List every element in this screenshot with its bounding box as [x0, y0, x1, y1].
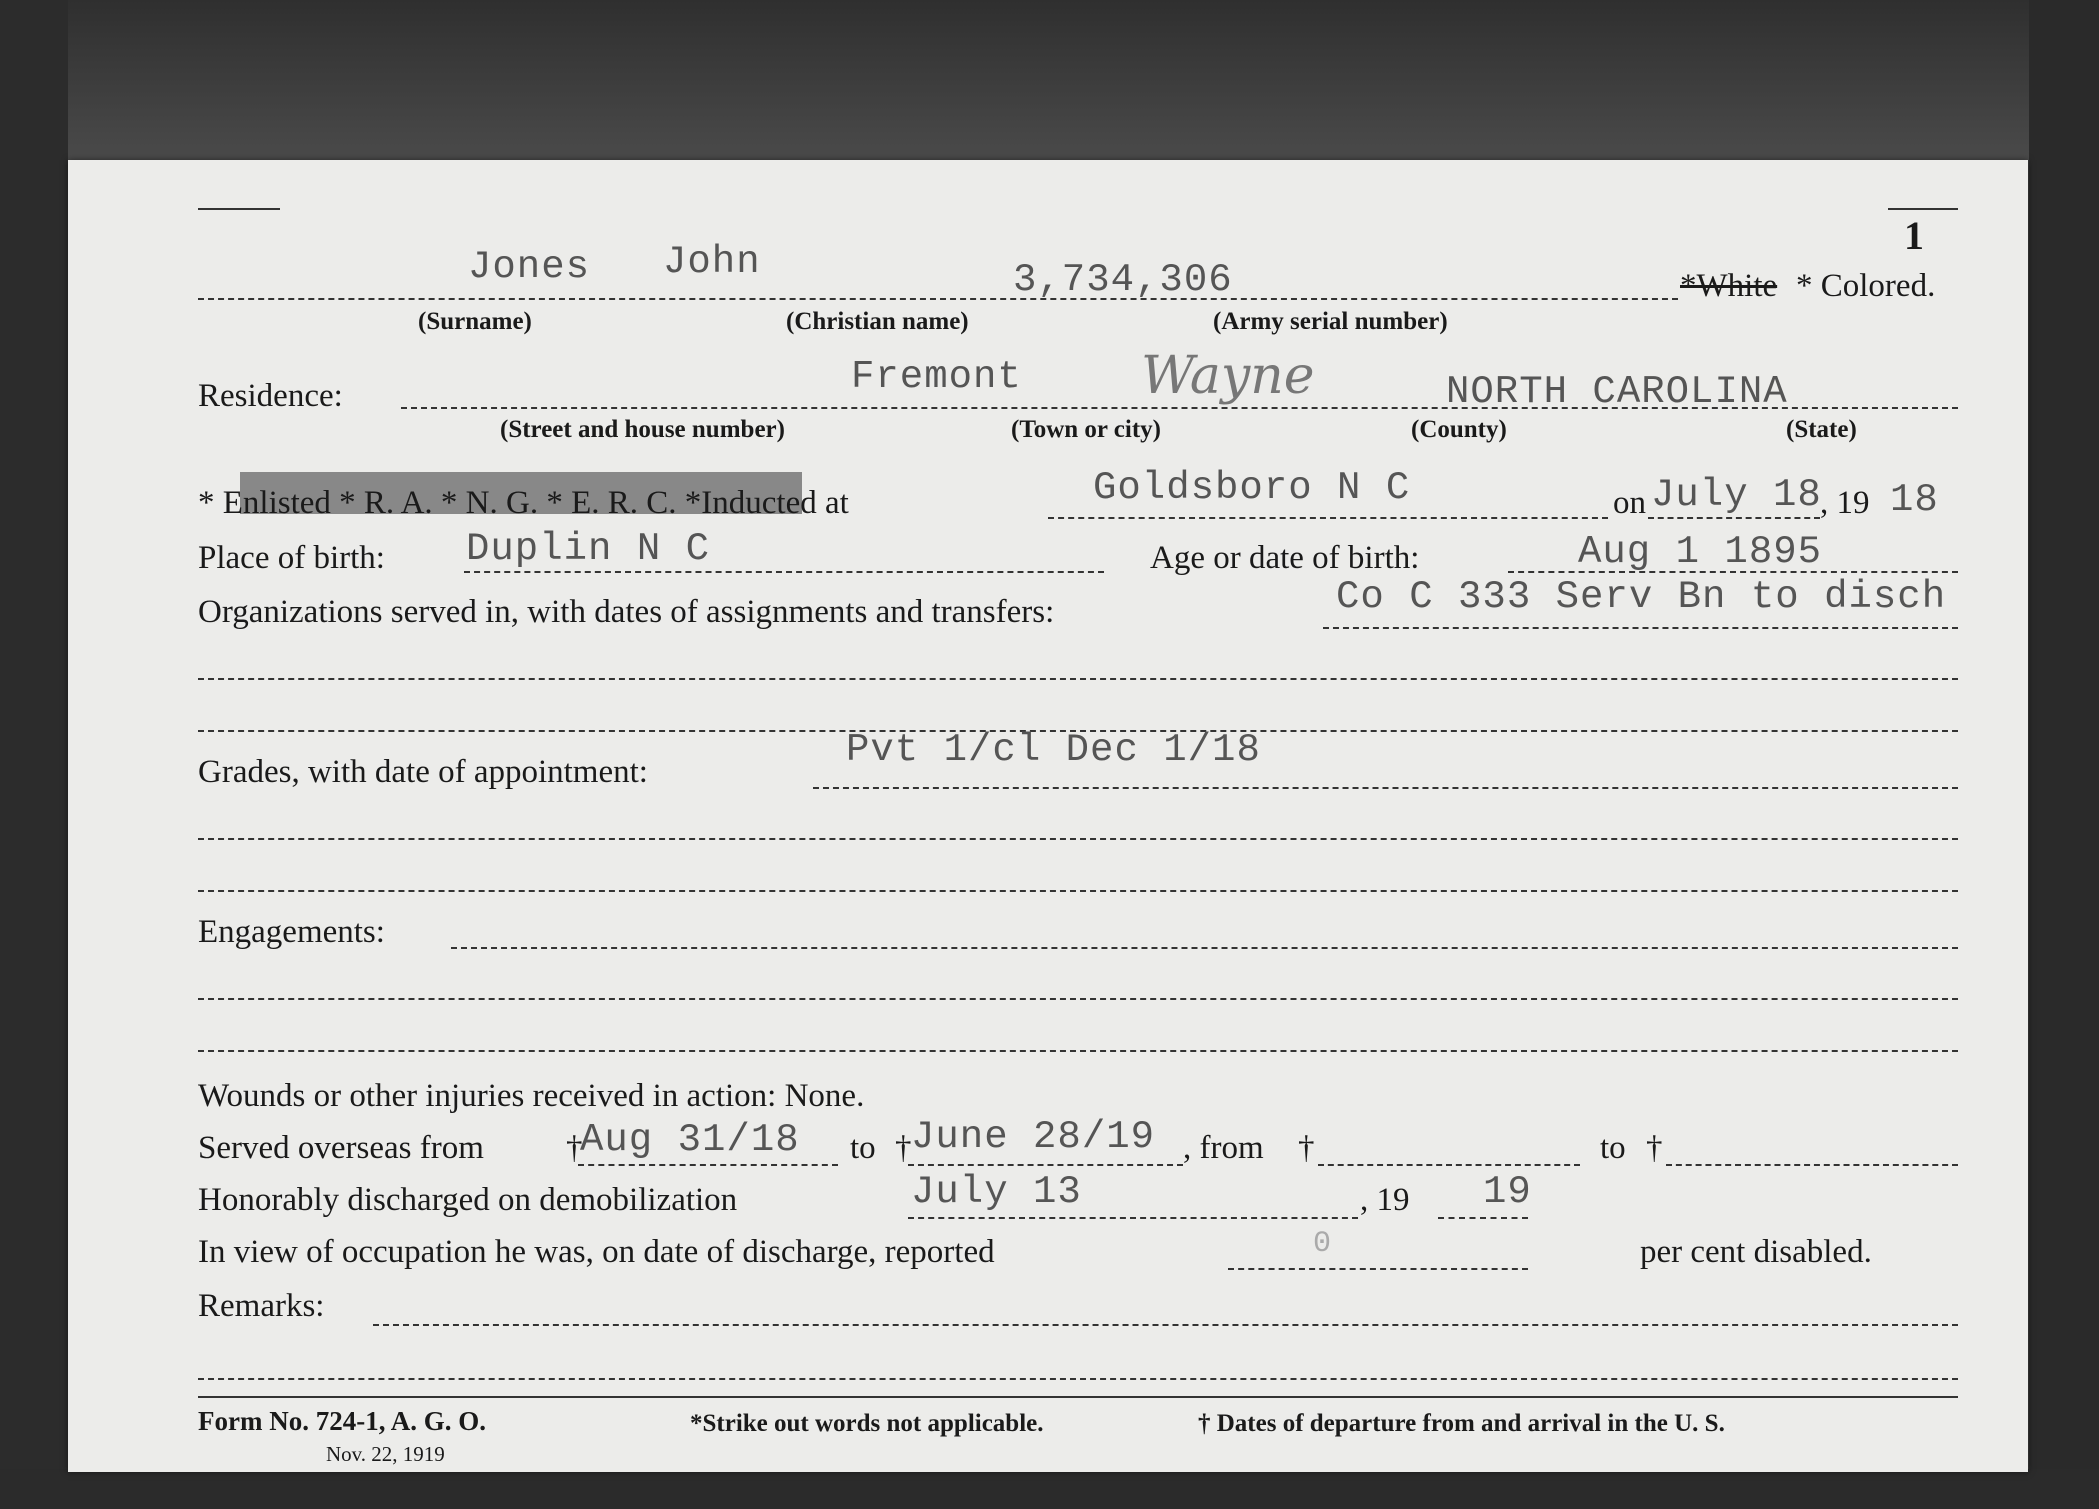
form-date: Nov. 22, 1919	[326, 1442, 445, 1466]
town-caption: (Town or city)	[1011, 416, 1161, 443]
dagger-note: † Dates of departure from and arrival in the U. S.	[1198, 1410, 1725, 1437]
residence-town: Fremont	[851, 355, 1022, 399]
state-caption: (State)	[1786, 416, 1857, 443]
engagements-rule-3	[198, 1050, 1958, 1052]
induction-place: Goldsboro N C	[1093, 466, 1411, 510]
remarks-rule-1	[373, 1324, 1958, 1326]
christian-caption: (Christian name)	[786, 308, 969, 335]
disability-value: 0	[1313, 1227, 1333, 1261]
form-number: Form No. 724-1, A. G. O.	[198, 1406, 486, 1436]
overseas-to-date: June 28/19	[911, 1115, 1156, 1159]
discharge-year-rule	[1438, 1217, 1528, 1219]
name-line-rule	[198, 298, 1678, 300]
overseas-label: Served overseas from	[198, 1130, 484, 1166]
residence-label: Residence:	[198, 378, 343, 414]
induction-on-label: on	[1613, 485, 1646, 521]
overseas-dagger-3: †	[1298, 1130, 1315, 1166]
induction-date-rule	[1648, 517, 1820, 519]
serial-caption: (Army serial number)	[1213, 308, 1448, 335]
discharge-label: Honorably discharged on demobilization	[198, 1182, 738, 1218]
residence-county: Wayne	[1141, 346, 1315, 406]
disability-suffix: per cent disabled.	[1640, 1234, 1872, 1270]
strike-note: *Strike out words not applicable.	[690, 1410, 1044, 1437]
race-white: *White	[1680, 268, 1778, 304]
background-left	[0, 0, 68, 1509]
overseas-dagger-2: †	[895, 1130, 912, 1166]
race-colored: * Colored.	[1796, 268, 1936, 304]
top-left-rule	[198, 208, 280, 210]
overseas-to2-label: to	[1600, 1130, 1626, 1166]
birth-place-value: Duplin N C	[466, 527, 711, 571]
service-record-card	[68, 160, 2028, 1472]
residence-state: NORTH CAROLINA	[1446, 370, 1788, 414]
grades-rule-2	[198, 838, 1958, 840]
overseas-from-rule	[578, 1164, 838, 1166]
induction-year: 18	[1890, 478, 1939, 522]
grades-rule-1	[813, 787, 1958, 789]
induction-date: July 18	[1651, 473, 1822, 517]
engagements-rule-1	[451, 947, 1958, 949]
discharge-year-prefix: , 19	[1360, 1182, 1410, 1218]
overseas-to2-rule	[1666, 1164, 1958, 1166]
remarks-label: Remarks:	[198, 1288, 325, 1324]
discharge-date-rule	[908, 1217, 1358, 1219]
induction-place-rule	[1048, 517, 1608, 519]
background-top	[0, 0, 2099, 160]
organizations-rule-2	[198, 678, 1958, 680]
overseas-from2-label: , from	[1183, 1130, 1264, 1166]
overseas-dagger-4: †	[1646, 1130, 1663, 1166]
organizations-value: Co C 333 Serv Bn to disch	[1336, 575, 1947, 619]
surname-caption: (Surname)	[418, 308, 532, 335]
grades-rule-3	[198, 890, 1958, 892]
disability-rule	[1228, 1268, 1528, 1270]
surname-value: Jones	[468, 245, 591, 289]
overseas-from2-rule	[1318, 1164, 1580, 1166]
induction-year-prefix: , 19	[1820, 485, 1870, 521]
card-number: 1	[1904, 213, 1924, 258]
background-bottom	[0, 1469, 2099, 1509]
christian-name-value: John	[663, 240, 761, 284]
background-right	[2029, 0, 2099, 1509]
organizations-rule-1	[1323, 627, 1958, 629]
engagements-label: Engagements:	[198, 914, 385, 950]
grades-label: Grades, with date of appointment:	[198, 754, 648, 790]
wounds-text: Wounds or other injuries received in action: None.	[198, 1078, 865, 1114]
footer-separator	[198, 1396, 1958, 1398]
birth-age-label: Age or date of birth:	[1150, 540, 1420, 576]
overseas-from-date: Aug 31/18	[580, 1118, 800, 1162]
birth-date-value: Aug 1 1895	[1578, 530, 1823, 574]
residence-line-rule	[401, 407, 1958, 409]
overseas-dagger-1: †	[566, 1130, 583, 1166]
serial-value: 3,734,306	[1013, 258, 1233, 302]
top-right-rule	[1888, 208, 1958, 210]
organizations-label: Organizations served in, with dates of assignments and transfers:	[198, 594, 1055, 630]
street-caption: (Street and house number)	[500, 416, 785, 443]
disability-label: In view of occupation he was, on date of discharge, reported	[198, 1234, 995, 1270]
discharge-year: 19	[1483, 1170, 1532, 1214]
overseas-to-label: to	[850, 1130, 876, 1166]
induction-prefix: * Enlisted * R. A. * N. G. * E. R. C. *Inducted at	[198, 485, 849, 521]
discharge-date: July 13	[911, 1170, 1082, 1214]
remarks-rule-2	[198, 1378, 1958, 1380]
birth-place-label: Place of birth:	[198, 540, 385, 576]
grades-value: Pvt 1/cl Dec 1/18	[846, 728, 1261, 772]
birth-place-rule	[464, 571, 1104, 573]
overseas-to-rule	[908, 1164, 1183, 1166]
birth-date-rule	[1508, 571, 1958, 573]
engagements-rule-2	[198, 998, 1958, 1000]
county-caption: (County)	[1411, 416, 1507, 443]
